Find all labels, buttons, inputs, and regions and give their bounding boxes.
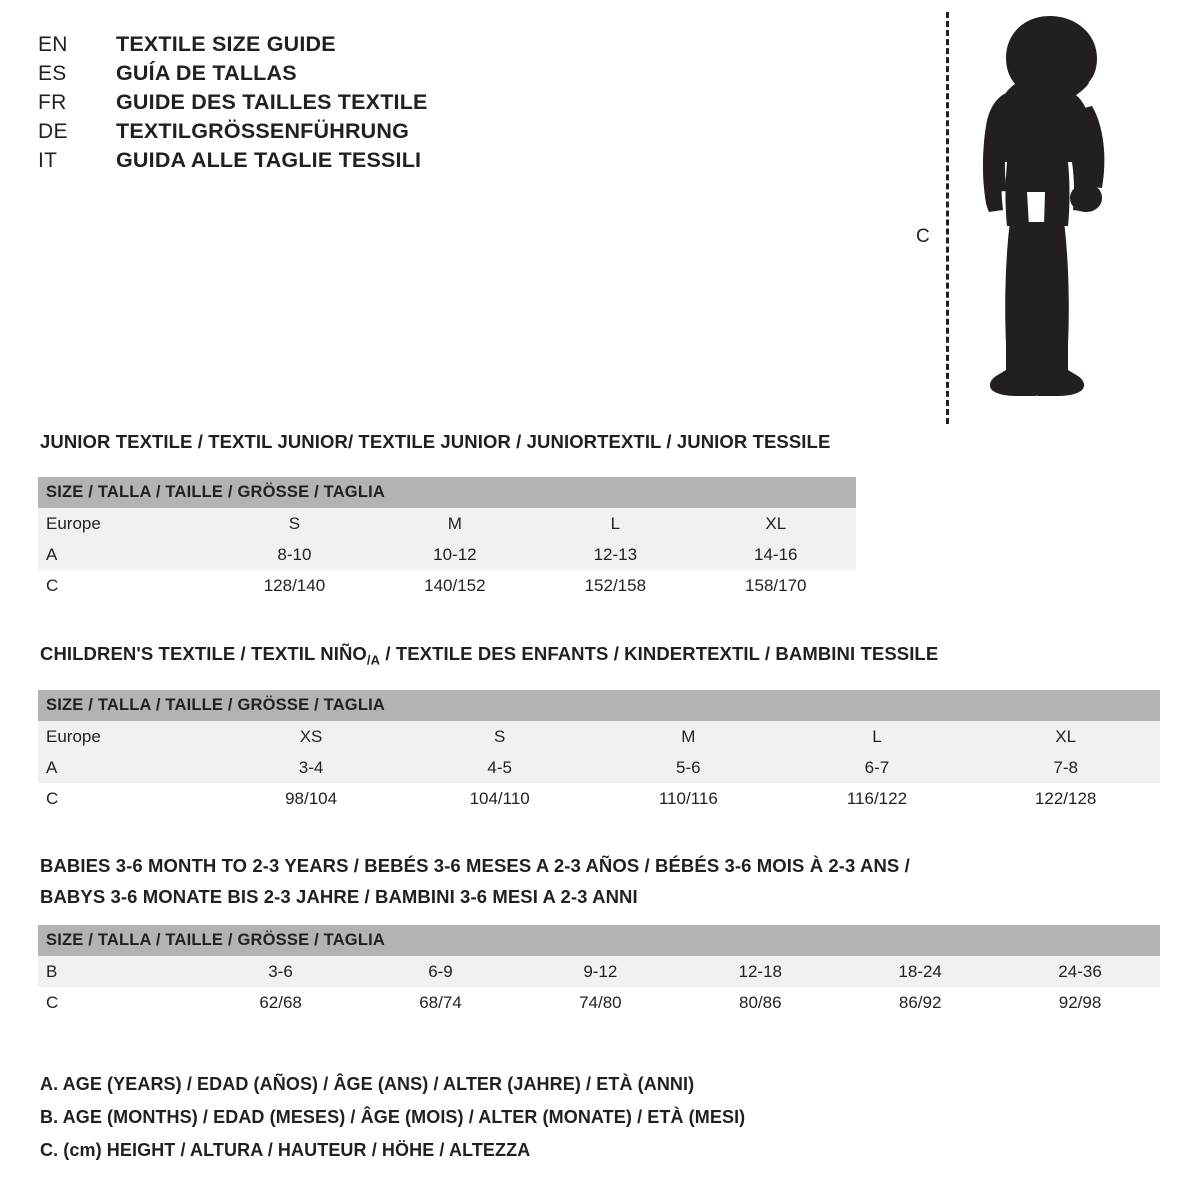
section-title-children [40,643,938,668]
footnote-a: A. AGE (YEARS) / EDAD (AÑOS) / ÂGE (ANS) / ALTER (JAHRE) / ETÀ (ANNI) [40,1074,695,1094]
language-title: GUIDA ALLE TAGLIE TESSILI [116,148,422,172]
language-title: TEXTILE SIZE GUIDE [116,32,336,56]
row-label: A [38,539,214,570]
row-cell: M [594,721,783,752]
row-cell: 62/68 [201,987,361,1018]
language-code: IT [38,149,58,172]
row-label: Europe [38,508,214,539]
row-label: A [38,752,217,783]
row-cell: 18-24 [840,956,1000,987]
table-row [38,570,856,601]
row-cell: 104/110 [405,783,594,814]
language-code: EN [38,33,68,56]
row-label: C [38,783,217,814]
row-cell: 68/74 [361,987,521,1018]
table-row [38,508,856,539]
row-cell: XS [217,721,406,752]
language-title: GUÍA DE TALLAS [116,61,297,85]
row-cell: 98/104 [217,783,406,814]
row-cell: 74/80 [520,987,680,1018]
section-title-babies-line2: BABYS 3-6 MONATE BIS 2-3 JAHRE / BAMBINI 3-6 MESI A 2-3 ANNI [40,886,638,907]
row-cell: 8-10 [214,539,374,570]
table-row [38,721,1160,752]
section-title-children-pre: CHILDREN'S TEXTILE / TEXTIL NIÑO [40,643,367,664]
language-code: DE [38,120,68,143]
row-cell: S [214,508,374,539]
section-title-children-sub: /A [366,652,381,668]
footnote-b: B. AGE (MONTHS) / EDAD (MESES) / ÂGE (MOIS) / ALTER (MONATE) / ETÀ (MESI) [40,1107,746,1127]
child-silhouette-icon [946,8,1166,428]
row-cell: 122/128 [971,783,1160,814]
row-cell: M [375,508,535,539]
section-title-children-post: / TEXTILE DES ENFANTS / KINDERTEXTIL / BAMBINI TESSILE [380,643,939,664]
language-code: ES [38,62,67,85]
row-cell: 4-5 [405,752,594,783]
row-cell: 110/116 [594,783,783,814]
row-cell: 80/86 [680,987,840,1018]
table-header-band [38,690,1160,721]
row-cell: 116/122 [783,783,972,814]
table-header-band [38,925,1160,956]
row-cell: S [405,721,594,752]
children-size-table [38,690,1160,814]
height-measure-label: C [916,226,930,247]
row-cell: XL [696,508,856,539]
row-cell: 12-13 [535,539,695,570]
junior-size-table [38,477,856,601]
row-cell: 24-36 [1000,956,1160,987]
row-cell: 5-6 [594,752,783,783]
row-cell: 140/152 [375,570,535,601]
row-cell: 3-6 [201,956,361,987]
table-row [38,956,1160,987]
footnote-c: C. (cm) HEIGHT / ALTURA / HAUTEUR / HÖHE / ALTEZZA [40,1140,531,1160]
size-band-label: SIZE / TALLA / TAILLE / GRÖSSE / TAGLIA [38,925,1160,956]
row-cell: 128/140 [214,570,374,601]
language-row [38,148,638,177]
row-cell: 6-9 [361,956,521,987]
row-cell: 9-12 [520,956,680,987]
row-cell: 3-4 [217,752,406,783]
row-label: Europe [38,721,217,752]
row-label: C [38,570,214,601]
language-row [38,119,638,148]
row-cell: XL [971,721,1160,752]
footnotes-block [40,1068,745,1167]
language-title: TEXTILGRÖSSENFÜHRUNG [116,119,410,143]
row-label: B [38,956,201,987]
row-cell: 158/170 [696,570,856,601]
language-row [38,32,638,61]
table-row [38,987,1160,1018]
language-title: GUIDE DES TAILLES TEXTILE [116,90,428,114]
row-cell: 10-12 [375,539,535,570]
row-cell: 92/98 [1000,987,1160,1018]
row-cell: 14-16 [696,539,856,570]
row-cell: 12-18 [680,956,840,987]
row-cell: L [535,508,695,539]
table-row [38,783,1160,814]
section-title-junior: JUNIOR TEXTILE / TEXTIL JUNIOR/ TEXTILE JUNIOR / JUNIORTEXTIL / JUNIOR TESSILE [40,431,831,452]
row-cell: 6-7 [783,752,972,783]
row-label: C [38,987,201,1018]
row-cell: 86/92 [840,987,1000,1018]
section-title-babies-line1: BABIES 3-6 MONTH TO 2-3 YEARS / BEBÉS 3-6 MESES A 2-3 AÑOS / BÉBÉS 3-6 MOIS À 2-3 ANS / [40,855,910,876]
language-title-block [38,32,638,177]
language-row [38,61,638,90]
table-row [38,539,856,570]
row-cell: 152/158 [535,570,695,601]
babies-size-table [38,925,1160,1018]
table-header-band [38,477,856,508]
row-cell: 7-8 [971,752,1160,783]
language-row [38,90,638,119]
height-figure [900,8,1180,428]
table-row [38,752,1160,783]
language-code: FR [38,91,67,114]
size-band-label: SIZE / TALLA / TAILLE / GRÖSSE / TAGLIA [38,477,856,508]
size-band-label: SIZE / TALLA / TAILLE / GRÖSSE / TAGLIA [38,690,1160,721]
row-cell: L [783,721,972,752]
